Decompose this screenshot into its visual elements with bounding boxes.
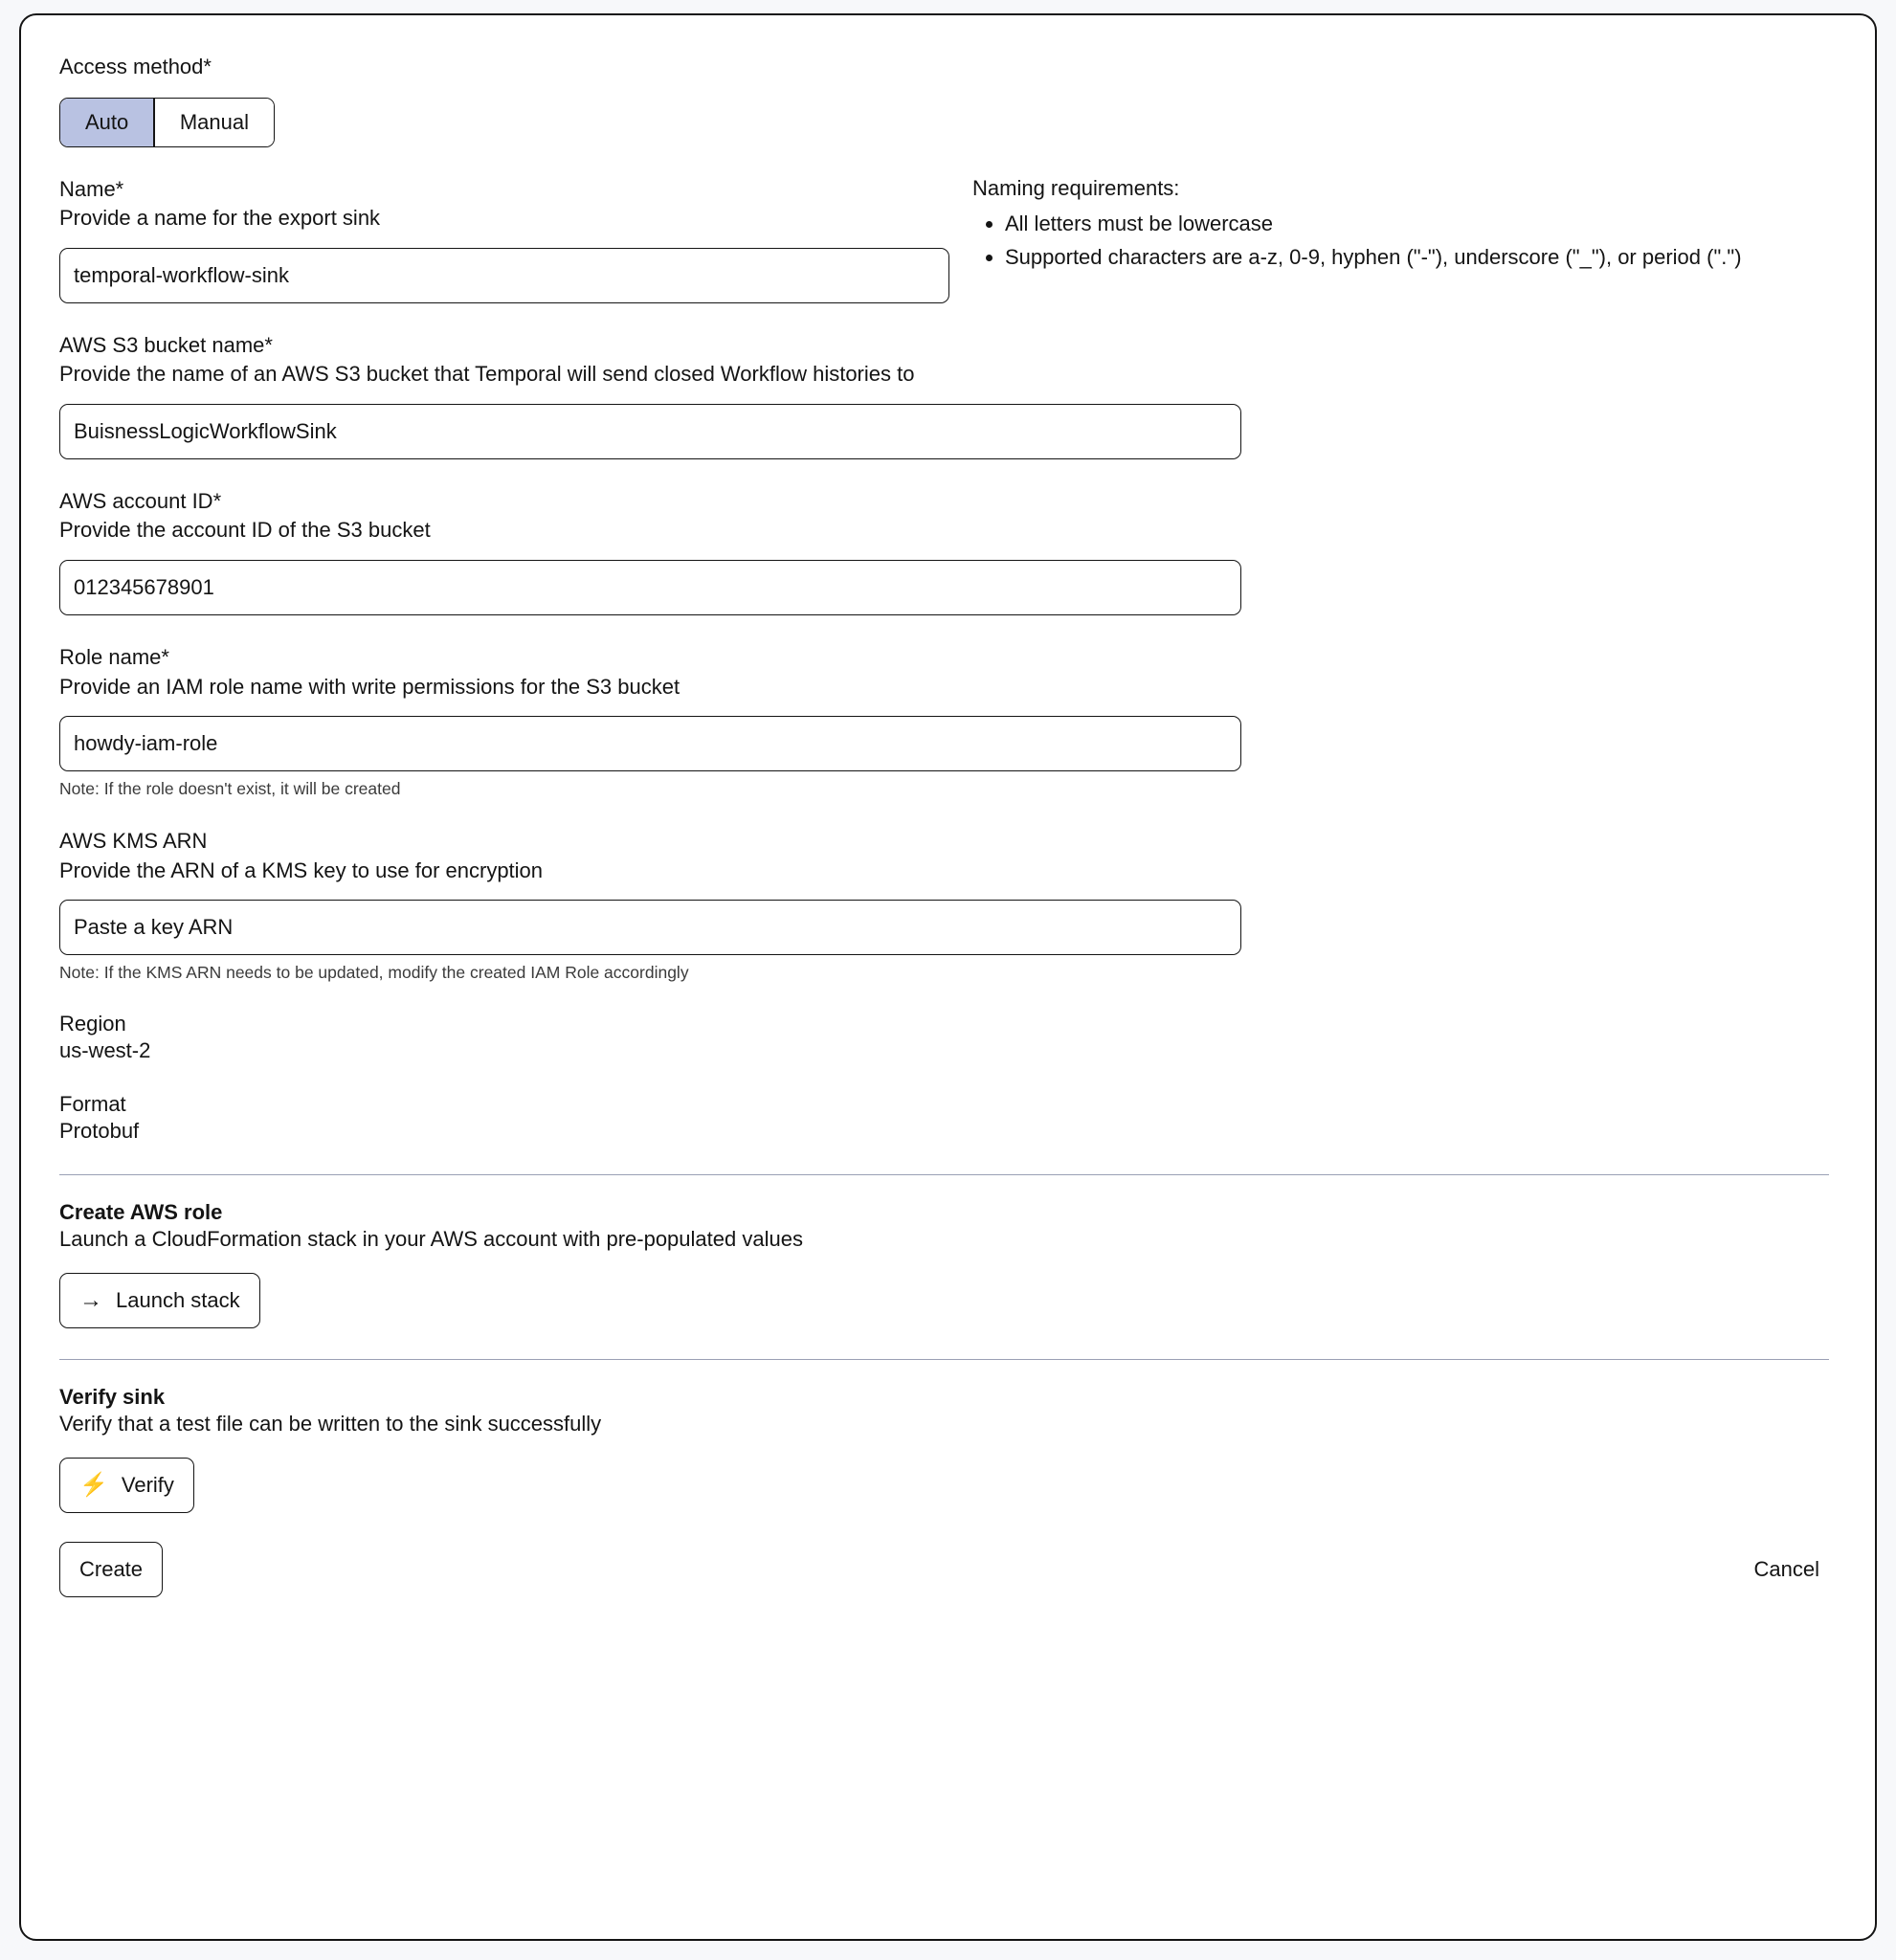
region-field xyxy=(59,1012,1829,1063)
account-id-label: AWS account ID* xyxy=(59,488,222,513)
naming-requirements-title: Naming requirements: xyxy=(972,175,1180,200)
create-button[interactable] xyxy=(59,1542,163,1597)
role-name-field xyxy=(59,644,1829,799)
naming-requirement-item: • All letters must be lowercase xyxy=(1005,209,1829,239)
name-and-requirements-row xyxy=(59,176,1829,303)
access-method-label: Access method* xyxy=(59,55,212,78)
region-value: us-west-2 xyxy=(59,1038,151,1063)
kms-arn-field xyxy=(59,828,1829,983)
divider xyxy=(59,1174,1829,1175)
kms-arn-label: AWS KMS ARN xyxy=(59,829,208,854)
name-input[interactable] xyxy=(59,248,949,303)
bucket-label: AWS S3 bucket name* xyxy=(59,332,273,357)
cancel-button[interactable]: Cancel xyxy=(1753,1557,1819,1582)
bucket-field xyxy=(59,332,1829,459)
role-name-note: Note: If the role doesn't exist, it will be created xyxy=(59,779,401,799)
kms-arn-input[interactable] xyxy=(59,900,1241,955)
lightning-icon: ⚡ xyxy=(79,1472,108,1499)
verify-sink-title: Verify sink xyxy=(59,1385,166,1410)
naming-requirements xyxy=(972,176,1829,303)
role-name-label: Role name* xyxy=(59,645,169,670)
verify-sink-description: Verify that a test file can be written to the sink successfully xyxy=(59,1412,602,1437)
export-sink-form-card xyxy=(19,13,1877,1941)
bucket-input[interactable] xyxy=(59,404,1241,459)
naming-requirement-item: • Supported characters are a-z, 0-9, hyphen ("-"), underscore ("_"), or period (".") xyxy=(1005,242,1829,273)
create-aws-role-description: Launch a CloudFormation stack in your AWS account with pre-populated values xyxy=(59,1227,803,1252)
name-description: Provide a name for the export sink xyxy=(59,206,381,230)
format-field xyxy=(59,1092,1829,1144)
divider xyxy=(59,1359,1829,1360)
account-id-description: Provide the account ID of the S3 bucket xyxy=(59,518,431,543)
kms-arn-description: Provide the ARN of a KMS key to use for encryption xyxy=(59,858,544,882)
role-name-description: Provide an IAM role name with write permissions for the S3 bucket xyxy=(59,674,680,699)
create-aws-role-title: Create AWS role xyxy=(59,1200,223,1225)
create-aws-role-section xyxy=(59,1200,1829,1328)
access-method-toggle-group[interactable] xyxy=(59,98,275,147)
role-name-input[interactable] xyxy=(59,716,1241,771)
launch-stack-label: Launch stack xyxy=(116,1288,240,1313)
name-field xyxy=(59,176,949,303)
format-value: Protobuf xyxy=(59,1119,140,1144)
form-footer xyxy=(59,1542,1829,1597)
verify-button[interactable] xyxy=(59,1458,194,1513)
account-id-input[interactable] xyxy=(59,560,1241,615)
access-method-option-manual[interactable]: Manual xyxy=(155,99,274,146)
verify-sink-section xyxy=(59,1385,1829,1513)
access-method-field xyxy=(59,54,1829,147)
region-label: Region xyxy=(59,1012,126,1036)
bucket-description: Provide the name of an AWS S3 bucket that Temporal will send closed Workflow histories to xyxy=(59,362,915,387)
format-label: Format xyxy=(59,1092,126,1117)
arrow-right-icon: → xyxy=(79,1287,102,1314)
naming-requirements-list xyxy=(972,209,1829,274)
name-label: Name* xyxy=(59,176,124,201)
create-label: Create xyxy=(79,1557,144,1582)
kms-arn-note: Note: If the KMS ARN needs to be updated, modify the created IAM Role accordingly xyxy=(59,963,689,983)
verify-label: Verify xyxy=(121,1473,174,1498)
launch-stack-button[interactable] xyxy=(59,1273,260,1328)
account-id-field xyxy=(59,488,1829,615)
access-method-option-auto[interactable]: Auto xyxy=(60,99,153,146)
